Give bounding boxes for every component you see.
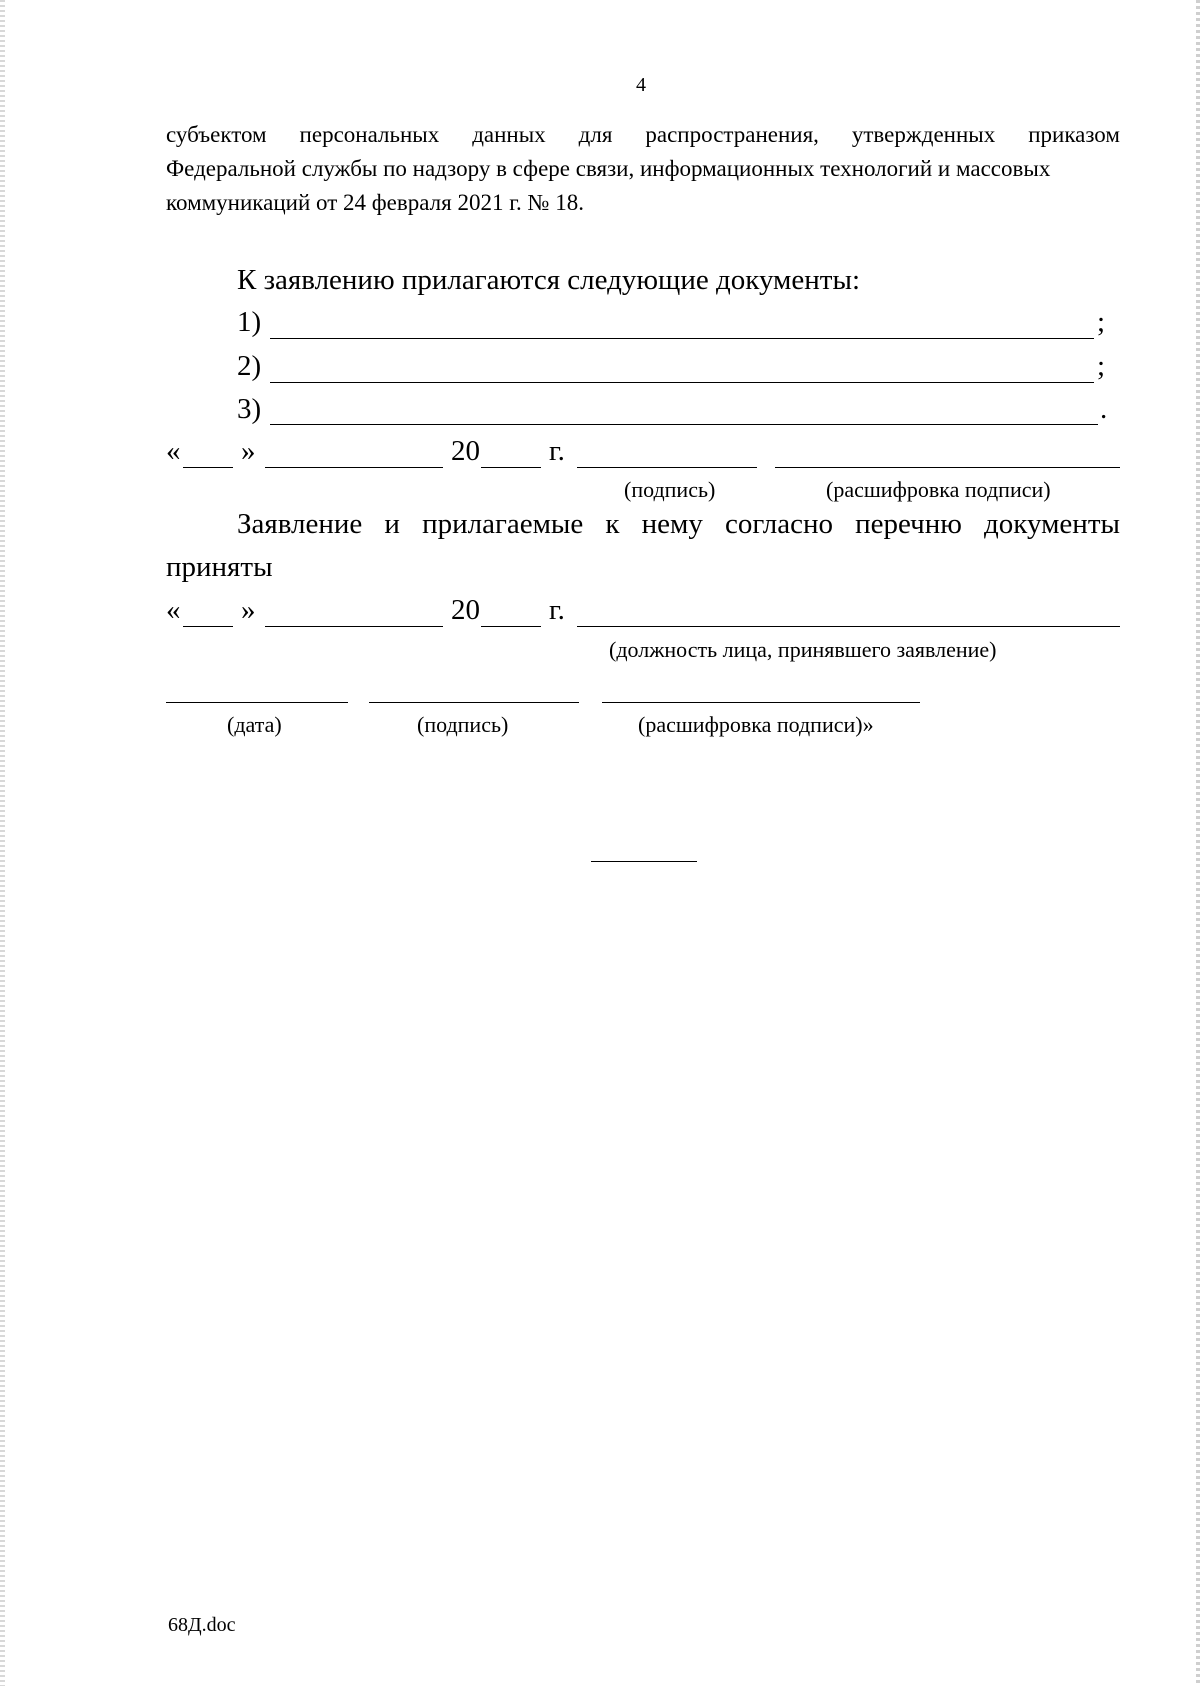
intro-paragraph [166, 118, 1120, 220]
attachment-line-2[interactable] [270, 382, 1094, 383]
attachment-number-2: 2) [237, 350, 262, 382]
decoding-line-1[interactable] [775, 467, 1120, 468]
intro-line-3: коммуникаций от 24 февраля 2021 г. № 18. [166, 190, 584, 215]
intro-word: данных [472, 122, 546, 147]
attachments-heading: К заявлению прилагаются следующие документы: [237, 264, 861, 296]
attachment-number-3: 3) [237, 393, 262, 425]
quote-close-1: » [241, 435, 256, 467]
intro-word: распространения, [645, 122, 819, 147]
decoding-line-2[interactable] [602, 702, 920, 703]
acceptance-word: Заявление [237, 508, 363, 540]
position-line[interactable] [577, 626, 1120, 627]
scan-edge-left [0, 0, 5, 1686]
intro-word: приказом [1028, 122, 1120, 147]
acceptance-line-2: приняты [166, 551, 273, 583]
year-line-2[interactable] [481, 626, 541, 627]
year-prefix-2: 20 [451, 594, 480, 626]
signature-caption-1: (подпись) [624, 477, 716, 502]
signature-line-1[interactable] [577, 467, 757, 468]
acceptance-word: согласно [724, 508, 833, 540]
attachment-end-3: . [1100, 393, 1108, 425]
intro-word: утвержденных [851, 122, 996, 147]
year-suffix-2: г. [549, 594, 565, 626]
year-line-1[interactable] [481, 467, 541, 468]
acceptance-word: к [605, 508, 620, 540]
quote-open-1: « [166, 435, 181, 467]
acceptance-word: перечню [855, 508, 962, 540]
intro-line-1 [166, 118, 1120, 152]
acceptance-word: прилагаемые [422, 508, 584, 540]
month-line-1[interactable] [265, 467, 443, 468]
day-line-1[interactable] [183, 467, 233, 468]
year-suffix-1: г. [549, 435, 565, 467]
attachment-end-1: ; [1097, 306, 1106, 338]
acceptance-word: документы [984, 508, 1120, 540]
attachment-line-1[interactable] [270, 338, 1094, 339]
intro-word: субъектом [166, 122, 267, 147]
acceptance-word: и [384, 508, 400, 540]
quote-open-2: « [166, 594, 181, 626]
decoding-caption-2: (расшифровка подписи)» [638, 712, 874, 737]
date-line[interactable] [166, 702, 348, 703]
attachment-number-1: 1) [237, 306, 262, 338]
intro-word: персональных [299, 122, 440, 147]
page-number: 4 [636, 74, 646, 96]
quote-close-2: » [241, 594, 256, 626]
signature-caption-2: (подпись) [417, 712, 509, 737]
decoding-caption-1: (расшифровка подписи) [826, 477, 1051, 502]
position-caption: (должность лица, принявшего заявление) [609, 637, 997, 662]
intro-line-2: Федеральной службы по надзору в сфере связи, информационных технологий и массовых [166, 156, 1051, 181]
acceptance-word: нему [641, 508, 703, 540]
acceptance-line-1 [237, 508, 1120, 541]
signature-line-2[interactable] [369, 702, 579, 703]
attachment-line-3[interactable] [270, 424, 1098, 425]
date-caption: (дата) [227, 712, 282, 737]
intro-word: для [578, 122, 613, 147]
end-separator [591, 861, 697, 862]
day-line-2[interactable] [183, 626, 233, 627]
month-line-2[interactable] [265, 626, 443, 627]
footer-filename: 68Д.doc [168, 1614, 236, 1636]
scan-edge-right [1196, 0, 1200, 1686]
year-prefix-1: 20 [451, 435, 480, 467]
attachment-end-2: ; [1097, 350, 1106, 382]
